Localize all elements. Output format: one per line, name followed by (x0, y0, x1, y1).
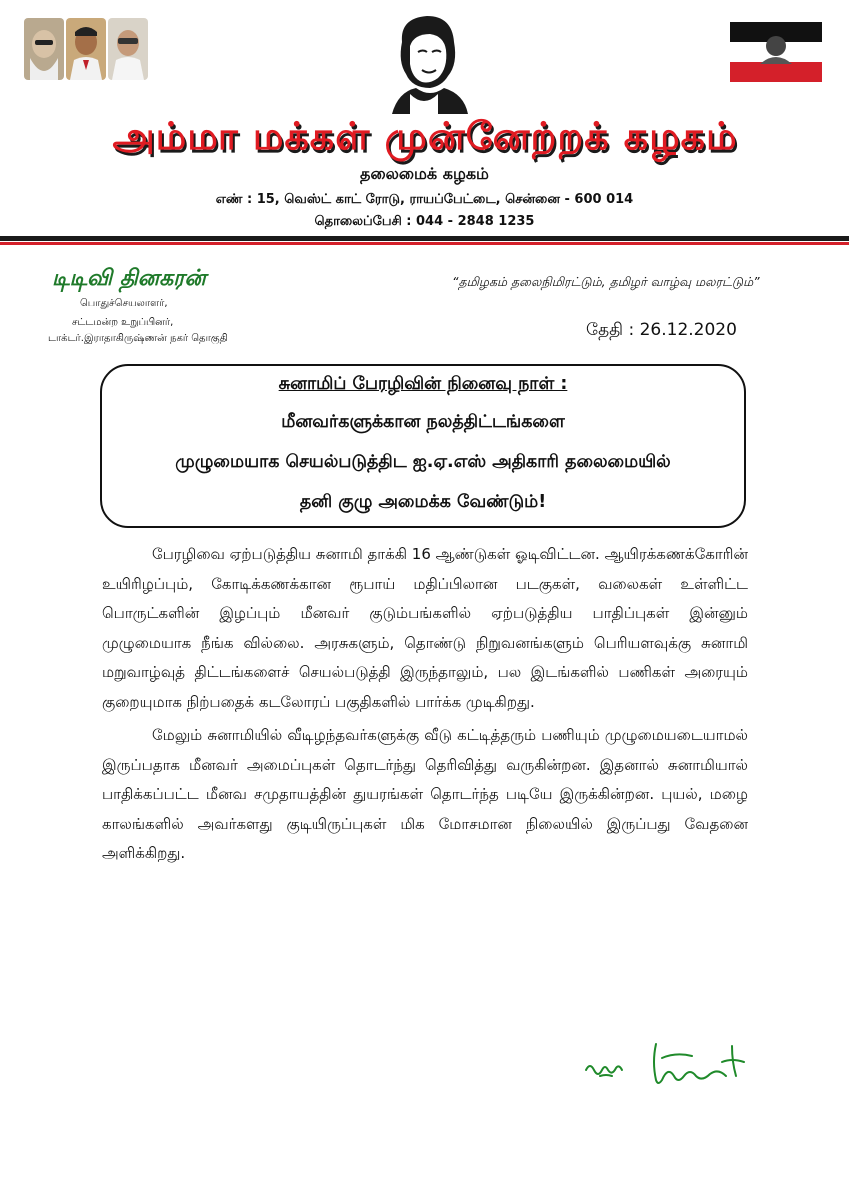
leader-title: சட்டமன்ற உறுப்பினர், (72, 317, 174, 328)
phone-number: தொலைப்பேசி : 044 - 2848 1235 (314, 214, 535, 229)
headline-line: தனி குழு அமைக்க வேண்டும்! (299, 492, 547, 512)
leader-photos (24, 18, 150, 80)
header-divider-accent (0, 242, 849, 245)
leader-photo (66, 18, 106, 80)
document-date: தேதி : 26.12.2020 (586, 320, 737, 340)
leader-name: டிடிவி தினகரன் (52, 266, 206, 291)
leader-photo (24, 18, 64, 80)
party-flag-icon (730, 22, 822, 82)
leader-title: பொதுச்செயலாளர், (80, 298, 168, 309)
body-paragraph: பேரழிவை ஏற்படுத்திய சுனாமி தாக்கி 16 ஆண்டுகள் ஓடிவிட்டன. ஆயிரக்கணக்கோரின் உயிரிழப்பும், கோடிக்கணக்கான ரூபாய் மதிப்பிலான படகுகள், வலைகள் உள்ளிட்ட பொருட்களின் இழப்பும் மீனவர் குடும்பங்களில் ஏற்படுத்திய பாதிப்புகள் இன்னும் முழுமையாக நீங்க வில்லை. அரசுகளும், தொண்டு நிறுவனங்களும் பெரியளவுக்கு சுனாமி மறுவாழ்வுத் திட்டங்களைச் செயல்படுத்தி இருந்தாலும், பல இடங்களில் பணிகள் அரையும் குறையுமாக நிற்பதைக் கடலோரப் பகுதிகளில் பார்க்க முடிகிறது. (102, 545, 748, 711)
address: எண் : 15, வெஸ்ட் காட் ரோடு, ராயப்பேட்டை, சென்னை - 600 014 (215, 192, 634, 207)
body-paragraph: மேலும் சுனாமியில் வீடிழந்தவர்களுக்கு வீடு கட்டித்தரும் பணியும் முழுமையடையாமல் இருப்பதாக மீனவர் அமைப்புகள் தொடர்ந்து தெரிவித்து வருகின்றன. இதனால் சுனாமியால் பாதிக்கப்பட்ட மீனவ சமுதாயத்தின் துயரங்கள் தொடர்ந்த படியே இருக்கின்றன. புயல், மழை காலங்களில் அவர்களது குடியிருப்புகள் மிக மோசமான நிலையில் இருப்பது வேதனை அளிக்கிறது. (102, 726, 748, 862)
headquarters-label: தலைமைக் கழகம் (360, 164, 489, 183)
headline-line (100, 374, 746, 396)
statement-body (102, 540, 748, 873)
headline-line: மீனவர்களுக்கான நலத்திட்டங்களை (281, 412, 565, 432)
headline-title: சுனாமிப் பேரழிவின் நினைவு நாள் : (278, 374, 568, 394)
slogan: “தமிழகம் தலைநிமிரட்டும், தமிழர் வாழ்வு மலரட்டும்” (452, 274, 760, 289)
header-divider (0, 236, 849, 241)
leader-photo (108, 18, 148, 80)
leader-portrait-sketch (372, 12, 478, 114)
handwritten-signature (582, 1036, 754, 1088)
leader-title: டாக்டர்.இராதாகிருஷ்ணன் நகர் தொகுதி (48, 333, 228, 344)
headline-line: முழுமையாக செயல்படுத்திட ஐ.ஏ.எஸ் அதிகாரி தலைமையில் (175, 452, 671, 472)
party-name: அம்மா மக்கள் முன்னேற்றக் கழகம் (112, 114, 738, 158)
